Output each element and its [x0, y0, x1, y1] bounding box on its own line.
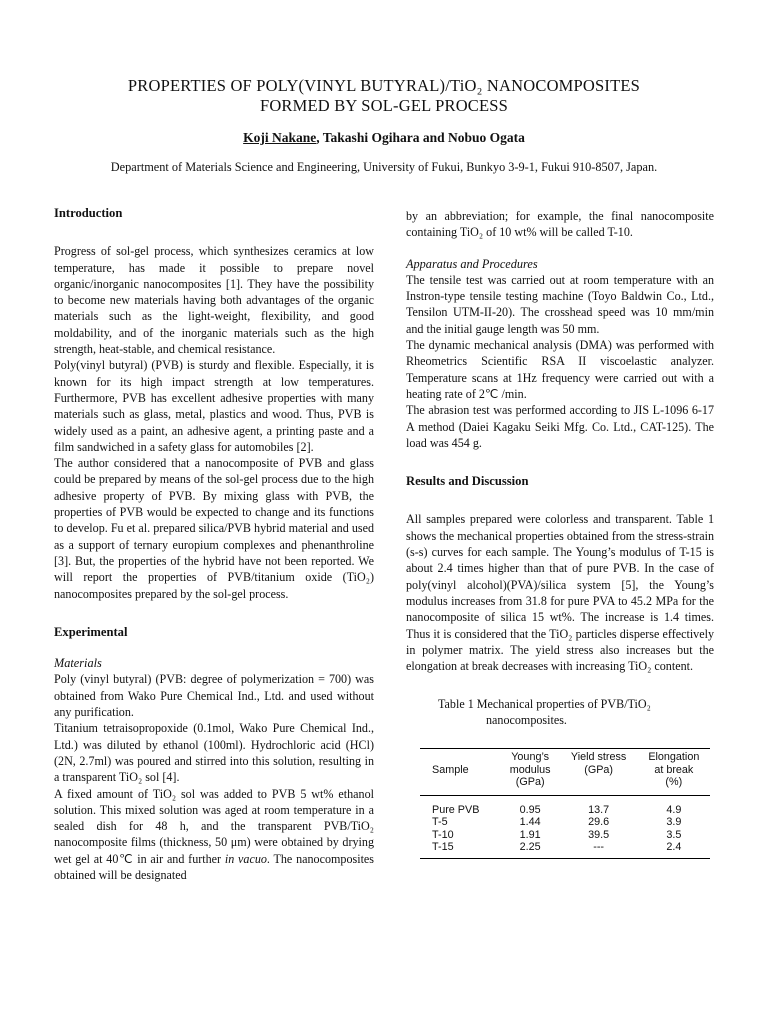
cell-yield: 13.7 — [588, 803, 610, 816]
right-column — [406, 208, 714, 859]
header-sample: Sample — [420, 749, 501, 796]
cell-elongation: 3.5 — [666, 828, 682, 841]
introduction-heading: Introduction — [54, 206, 123, 220]
cell-sample: T-5 — [432, 816, 448, 829]
intro-paragraph-2: Poly(vinyl butyral) (PVB) is sturdy and flexible. Especially, it is known for its high impact strength at low temperatures. Furthermore, PVB has excellent adhesive properties with many materials such as glass, metal, plastics and wood. Thus, PVB is widely used as a paint, an adhesive agent, a printing paste and a film sandwiched in a safety glass for automobiles [2]. — [54, 358, 374, 454]
header-youngs-modulus: Young’s modulus (GPa) — [501, 749, 560, 796]
corresponding-author: Koji Nakane — [243, 130, 317, 145]
cell-yield: 29.6 — [588, 816, 610, 829]
cell-youngs: 1.91 — [519, 828, 541, 841]
experimental-heading: Experimental — [54, 624, 128, 639]
paper-title — [40, 76, 728, 116]
table-caption-line2: nanocomposites. — [486, 713, 567, 728]
table-caption-line1: Table 1 Mechanical properties of PVB/TiO₂ — [438, 697, 651, 712]
apparatus-subheading: Apparatus and Procedures — [406, 256, 538, 271]
paper-title-line1: PROPERTIES OF POLY(VINYL BUTYRAL)/TiO₂ NANOCOMPOSITES — [127, 76, 641, 95]
mechanical-properties-table — [420, 748, 710, 858]
table-row — [420, 816, 710, 828]
cell-elongation: 3.9 — [666, 816, 682, 829]
table-caption — [438, 696, 714, 728]
header-yield-stress: Yield stress (GPa) — [560, 749, 638, 796]
materials-paragraph-3 — [54, 786, 374, 884]
paper-title-line2: FORMED BY SOL-GEL PROCESS — [259, 96, 509, 115]
materials-paragraph-3-text-b: . The nanocomposites obtained will be designated — [54, 851, 374, 882]
cell-elongation: 4.9 — [666, 803, 682, 816]
cell-sample: T-15 — [420, 841, 501, 858]
cell-youngs: 0.95 — [519, 803, 541, 816]
table-row — [420, 795, 710, 816]
author-list — [40, 130, 728, 146]
left-column — [54, 205, 374, 883]
affiliation: Department of Materials Science and Engineering, University of Fukui, Bunkyo 3-9-1, Fukui 910-8507, Japan. — [110, 160, 658, 174]
apparatus-paragraph-3: The abrasion test was performed according to JIS L-1096 6-17 A method (Daiei Kagaku Seiki Mfg. Co. Ltd., CAT-125). The load was 454 g. — [406, 403, 714, 450]
continued-paragraph: by an abbreviation; for example, the final nanocomposite containing TiO₂ of 10 wt% will be called T-10. — [406, 209, 714, 240]
results-heading: Results and Discussion — [406, 474, 529, 489]
results-paragraph-1: All samples prepared were colorless and transparent. Table 1 shows the mechanical properties obtained from the stress-strain (s-s) curves for each sample. The Young’s modulus of T-15 is about 2.4 times higher than that of pure PVB. In the case of poly(vinyl alcohol)(PVA)/silica system [5], the Young’s modulus increases from 31.8 for pure PVA to 45.2 MPa for the nanocomposite of silica 15 wt%. The increase is 1.4 times. Thus it is considered that the TiO₂ particles disperse effectively in polymer matrix. The yield stress also increases but the elongation at break decreases with increasing TiO₂ content. — [406, 512, 714, 674]
header-elongation: Elongation at break (%) — [638, 749, 710, 796]
table-row — [420, 841, 710, 858]
intro-paragraph-1: Progress of sol-gel process, which synthesizes ceramics at low temperature, has made it possible to prepare novel organic/inorganic nanocomposites [1]. They have the possibility to become new materials having both advantages of the organic materials such as the light-weight, flexibility, and good moldability, and of the inorganic materials such as the high strength, heat-stable, and chemical resistance. — [54, 244, 374, 357]
table-header-row — [420, 749, 710, 796]
apparatus-paragraph-2: The dynamic mechanical analysis (DMA) was performed with Rheometrics Scientific RSA II viscoelastic analyzer. Temperature scans at 1Hz frequency were carried out with a heating rate of 2℃ /min. — [406, 338, 714, 401]
materials-paragraph-3-text-a: A fixed amount of TiO₂ sol was added to PVB 5 wt% ethanol solution. This mixed solution was aged at room temperature in a sealed dish for 48 h, and the transparent PVB/TiO₂ nanocomposite films (thickness, 50 μm) were obtained by drying wet gel at 40℃ in air and further — [54, 786, 374, 866]
table-row — [420, 829, 710, 841]
intro-paragraph-3: The author considered that a nanocomposite of PVB and glass could be prepared by means of the sol-gel process due to the high adhesive property of PVB. By mixing glass with PVB, the properties of PVB would be expected to change and its functions to develop. Fu et al. prepared silica/PVB hybrid material and used as a support of ternary europium complexes and phenanthroline [3]. But, the properties of the hybrid have not been reported. We will report the properties of PVB/titanium oxide (TiO₂) nanocomposites prepared by the sol-gel process. — [54, 456, 374, 601]
materials-subheading: Materials — [54, 656, 102, 671]
materials-paragraph-1: Poly (vinyl butyral) (PVB: degree of polymerization = 700) was obtained from Wako Pure Chemical Ind., Ltd. and used without any purification. — [54, 672, 374, 720]
cell-youngs: 1.44 — [519, 816, 541, 829]
cell-sample: Pure PVB — [432, 803, 480, 816]
cell-yield: 39.5 — [588, 828, 610, 841]
apparatus-paragraph-1: The tensile test was carried out at room temperature with an Instron-type tensile testing machine (Toyo Baldwin Co., Ltd., Tensilon UTM-II-20). The crosshead speed was 10 mm/min and the initial gauge length was 50 mm. — [406, 272, 714, 336]
in-vacuo-italic: in vacuo — [224, 851, 267, 866]
materials-paragraph-2: Titanium tetraisopropoxide (0.1mol, Wako Pure Chemical Ind., Ltd.) was diluted by ethanol (100ml). Hydrochloric acid (HCl) (2N, 2.7ml) was poured and stirred into this solution, resulting in a transparent TiO₂ sol [4]. — [54, 721, 374, 785]
co-authors: , Takashi Ogihara and Nobuo Ogata — [316, 130, 525, 145]
cell-sample: T-10 — [432, 828, 454, 841]
cell-youngs: 2.25 — [501, 841, 560, 858]
cell-yield: --- — [560, 841, 638, 858]
cell-elongation: 2.4 — [638, 841, 710, 858]
